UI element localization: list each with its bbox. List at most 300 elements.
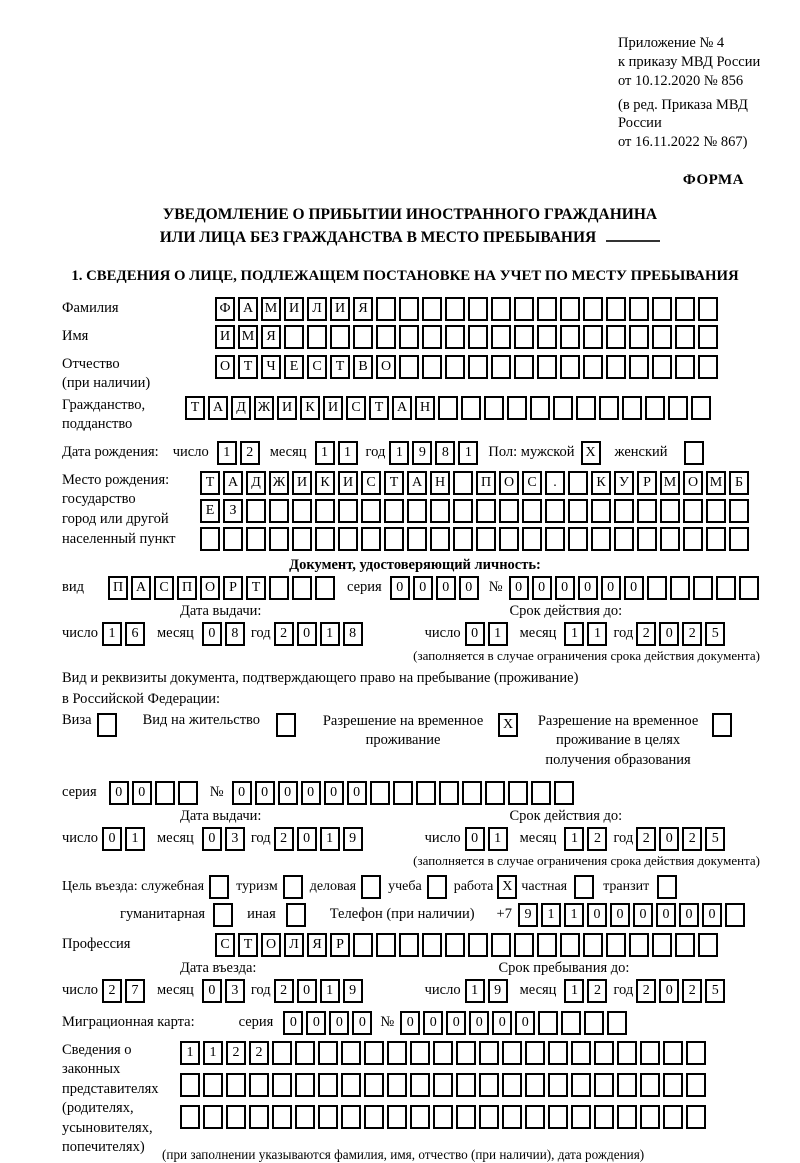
form-cell[interactable]: П	[476, 471, 496, 495]
form-cell[interactable]	[686, 1073, 706, 1097]
form-cell[interactable]	[453, 471, 473, 495]
form-cell[interactable]	[686, 1041, 706, 1065]
form-cell[interactable]	[341, 1041, 361, 1065]
form-cell[interactable]	[652, 297, 672, 321]
form-cell[interactable]: И	[215, 325, 235, 349]
form-cell[interactable]	[502, 1073, 522, 1097]
form-cell[interactable]	[553, 396, 573, 420]
form-cell[interactable]	[531, 781, 551, 805]
form-cell[interactable]: Т	[238, 933, 258, 957]
form-cell[interactable]: 0	[297, 622, 317, 646]
form-cell[interactable]: 1	[488, 622, 508, 646]
form-cell[interactable]	[652, 325, 672, 349]
form-cell[interactable]: Е	[200, 499, 220, 523]
form-cell[interactable]	[476, 499, 496, 523]
form-cell[interactable]	[399, 325, 419, 349]
form-cell[interactable]	[522, 499, 542, 523]
form-cell[interactable]	[376, 297, 396, 321]
form-cell[interactable]: 8	[343, 622, 363, 646]
form-cell[interactable]: 2	[274, 827, 294, 851]
form-cell[interactable]: 0	[624, 576, 644, 600]
form-cell[interactable]	[548, 1041, 568, 1065]
form-cell[interactable]: Т	[369, 396, 389, 420]
form-cell[interactable]: 1	[338, 441, 358, 465]
form-cell[interactable]	[433, 1073, 453, 1097]
form-cell[interactable]: 9	[343, 827, 363, 851]
form-cell[interactable]: 2	[274, 622, 294, 646]
form-cell[interactable]: 1	[564, 622, 584, 646]
form-cell[interactable]: О	[200, 576, 220, 600]
form-cell[interactable]	[568, 527, 588, 551]
form-cell[interactable]	[594, 1105, 614, 1129]
form-cell[interactable]: В	[353, 355, 373, 379]
form-cell[interactable]: А	[238, 297, 258, 321]
form-cell[interactable]	[571, 1073, 591, 1097]
form-cell[interactable]	[663, 1041, 683, 1065]
form-cell[interactable]: 0	[390, 576, 410, 600]
form-cell[interactable]: 1	[564, 827, 584, 851]
form-cell[interactable]: 2	[240, 441, 260, 465]
form-cell[interactable]	[361, 499, 381, 523]
form-cell[interactable]: 0	[400, 1011, 420, 1035]
form-cell[interactable]: 0	[202, 827, 222, 851]
form-cell[interactable]	[683, 499, 703, 523]
form-cell[interactable]	[387, 1105, 407, 1129]
form-cell[interactable]	[384, 499, 404, 523]
purpose-private-checkbox[interactable]	[574, 875, 594, 899]
form-cell[interactable]	[295, 1105, 315, 1129]
form-cell[interactable]: 0	[465, 827, 485, 851]
purpose-other-checkbox[interactable]	[286, 903, 306, 927]
form-cell[interactable]	[606, 325, 626, 349]
form-cell[interactable]	[508, 781, 528, 805]
form-cell[interactable]: О	[499, 471, 519, 495]
form-cell[interactable]	[591, 527, 611, 551]
form-cell[interactable]	[617, 1105, 637, 1129]
form-cell[interactable]: 5	[705, 827, 725, 851]
form-cell[interactable]	[514, 325, 534, 349]
form-cell[interactable]	[538, 1011, 558, 1035]
form-cell[interactable]	[729, 527, 749, 551]
form-cell[interactable]: 2	[587, 979, 607, 1003]
form-cell[interactable]	[315, 576, 335, 600]
form-cell[interactable]: 0	[132, 781, 152, 805]
form-cell[interactable]	[640, 1105, 660, 1129]
form-cell[interactable]: К	[315, 471, 335, 495]
form-cell[interactable]	[479, 1041, 499, 1065]
form-cell[interactable]: 0	[347, 781, 367, 805]
form-cell[interactable]: 0	[656, 903, 676, 927]
form-cell[interactable]	[729, 499, 749, 523]
form-cell[interactable]: С	[307, 355, 327, 379]
form-cell[interactable]: 2	[682, 827, 702, 851]
form-cell[interactable]	[668, 396, 688, 420]
form-cell[interactable]	[422, 325, 442, 349]
form-cell[interactable]: Ч	[261, 355, 281, 379]
sex-female-checkbox[interactable]	[684, 441, 704, 465]
form-cell[interactable]: Е	[284, 355, 304, 379]
form-cell[interactable]: 2	[682, 979, 702, 1003]
form-cell[interactable]	[407, 499, 427, 523]
form-cell[interactable]	[479, 1073, 499, 1097]
form-cell[interactable]	[200, 527, 220, 551]
form-cell[interactable]	[560, 355, 580, 379]
form-cell[interactable]: 1	[320, 827, 340, 851]
form-cell[interactable]	[548, 1073, 568, 1097]
form-cell[interactable]: С	[346, 396, 366, 420]
form-cell[interactable]	[393, 781, 413, 805]
form-cell[interactable]: 0	[633, 903, 653, 927]
form-cell[interactable]	[583, 355, 603, 379]
form-cell[interactable]	[629, 933, 649, 957]
form-cell[interactable]: 0	[659, 622, 679, 646]
form-cell[interactable]	[318, 1041, 338, 1065]
form-cell[interactable]: 1	[465, 979, 485, 1003]
form-cell[interactable]	[583, 297, 603, 321]
purpose-humanitarian-checkbox[interactable]	[213, 903, 233, 927]
form-cell[interactable]: 0	[659, 979, 679, 1003]
form-cell[interactable]: О	[376, 355, 396, 379]
form-cell[interactable]	[468, 933, 488, 957]
form-cell[interactable]	[272, 1105, 292, 1129]
form-cell[interactable]: Н	[415, 396, 435, 420]
form-cell[interactable]	[491, 933, 511, 957]
form-cell[interactable]: Ж	[269, 471, 289, 495]
form-cell[interactable]: 1	[217, 441, 237, 465]
form-cell[interactable]	[387, 1073, 407, 1097]
form-cell[interactable]: 1	[102, 622, 122, 646]
form-cell[interactable]	[554, 781, 574, 805]
form-cell[interactable]	[645, 396, 665, 420]
form-cell[interactable]: 2	[682, 622, 702, 646]
form-cell[interactable]: 9	[343, 979, 363, 1003]
form-cell[interactable]: И	[284, 297, 304, 321]
form-cell[interactable]: 0	[446, 1011, 466, 1035]
form-cell[interactable]: 0	[436, 576, 456, 600]
form-cell[interactable]	[370, 781, 390, 805]
form-cell[interactable]	[530, 396, 550, 420]
form-cell[interactable]	[491, 297, 511, 321]
form-cell[interactable]: К	[300, 396, 320, 420]
form-cell[interactable]	[606, 355, 626, 379]
form-cell[interactable]: 2	[274, 979, 294, 1003]
form-cell[interactable]	[686, 1105, 706, 1129]
form-cell[interactable]	[384, 527, 404, 551]
form-cell[interactable]	[292, 499, 312, 523]
form-cell[interactable]	[318, 1073, 338, 1097]
form-cell[interactable]: О	[261, 933, 281, 957]
form-cell[interactable]	[716, 576, 736, 600]
form-cell[interactable]: 0	[578, 576, 598, 600]
form-cell[interactable]: 1	[125, 827, 145, 851]
form-cell[interactable]	[607, 1011, 627, 1035]
form-cell[interactable]	[725, 903, 745, 927]
form-cell[interactable]: 9	[518, 903, 538, 927]
form-cell[interactable]: 3	[225, 827, 245, 851]
form-cell[interactable]: 1	[488, 827, 508, 851]
form-cell[interactable]: 1	[315, 441, 335, 465]
form-cell[interactable]: 1	[389, 441, 409, 465]
purpose-business-checkbox[interactable]	[361, 875, 381, 899]
form-cell[interactable]: Д	[246, 471, 266, 495]
form-cell[interactable]: П	[108, 576, 128, 600]
form-cell[interactable]: 0	[465, 622, 485, 646]
form-cell[interactable]: Т	[185, 396, 205, 420]
form-cell[interactable]	[652, 933, 672, 957]
form-cell[interactable]	[576, 396, 596, 420]
form-cell[interactable]	[698, 325, 718, 349]
form-cell[interactable]	[476, 527, 496, 551]
form-cell[interactable]	[571, 1105, 591, 1129]
form-cell[interactable]: Л	[307, 297, 327, 321]
form-cell[interactable]: Т	[330, 355, 350, 379]
form-cell[interactable]	[675, 933, 695, 957]
purpose-tourism-checkbox[interactable]	[283, 875, 303, 899]
form-cell[interactable]	[693, 576, 713, 600]
form-cell[interactable]	[571, 1041, 591, 1065]
form-cell[interactable]: М	[660, 471, 680, 495]
form-cell[interactable]	[675, 297, 695, 321]
form-cell[interactable]	[647, 576, 667, 600]
form-cell[interactable]	[537, 933, 557, 957]
form-cell[interactable]	[468, 297, 488, 321]
form-cell[interactable]	[591, 499, 611, 523]
form-cell[interactable]: 0	[459, 576, 479, 600]
temp-permit-checkbox[interactable]: X	[498, 713, 518, 737]
form-cell[interactable]	[499, 527, 519, 551]
form-cell[interactable]: 0	[532, 576, 552, 600]
form-cell[interactable]	[560, 297, 580, 321]
form-cell[interactable]: 0	[515, 1011, 535, 1035]
form-cell[interactable]	[461, 396, 481, 420]
form-cell[interactable]	[203, 1073, 223, 1097]
form-cell[interactable]	[525, 1073, 545, 1097]
form-cell[interactable]	[640, 1041, 660, 1065]
form-cell[interactable]: И	[338, 471, 358, 495]
form-cell[interactable]: А	[208, 396, 228, 420]
form-cell[interactable]	[246, 527, 266, 551]
form-cell[interactable]	[629, 297, 649, 321]
form-cell[interactable]	[387, 1041, 407, 1065]
form-cell[interactable]	[376, 325, 396, 349]
form-cell[interactable]	[430, 527, 450, 551]
form-cell[interactable]: 6	[125, 622, 145, 646]
form-cell[interactable]: 0	[278, 781, 298, 805]
form-cell[interactable]	[438, 396, 458, 420]
form-cell[interactable]	[180, 1073, 200, 1097]
form-cell[interactable]	[341, 1073, 361, 1097]
form-cell[interactable]: Я	[353, 297, 373, 321]
form-cell[interactable]: 1	[458, 441, 478, 465]
form-cell[interactable]	[269, 527, 289, 551]
form-cell[interactable]: З	[223, 499, 243, 523]
form-cell[interactable]: И	[330, 297, 350, 321]
form-cell[interactable]: И	[323, 396, 343, 420]
form-cell[interactable]: 0	[202, 979, 222, 1003]
form-cell[interactable]	[410, 1073, 430, 1097]
form-cell[interactable]	[614, 527, 634, 551]
form-cell[interactable]	[640, 1073, 660, 1097]
purpose-study-checkbox[interactable]	[427, 875, 447, 899]
form-cell[interactable]	[670, 576, 690, 600]
form-cell[interactable]	[269, 576, 289, 600]
form-cell[interactable]: 8	[435, 441, 455, 465]
form-cell[interactable]	[445, 355, 465, 379]
form-cell[interactable]	[364, 1073, 384, 1097]
form-cell[interactable]	[272, 1073, 292, 1097]
form-cell[interactable]	[410, 1041, 430, 1065]
form-cell[interactable]: 1	[564, 903, 584, 927]
form-cell[interactable]: 7	[125, 979, 145, 1003]
form-cell[interactable]: 0	[352, 1011, 372, 1035]
form-cell[interactable]	[537, 297, 557, 321]
form-cell[interactable]: 0	[509, 576, 529, 600]
form-cell[interactable]: 0	[601, 576, 621, 600]
form-cell[interactable]: 0	[610, 903, 630, 927]
form-cell[interactable]	[545, 527, 565, 551]
form-cell[interactable]: Л	[284, 933, 304, 957]
form-cell[interactable]	[491, 355, 511, 379]
form-cell[interactable]: Я	[307, 933, 327, 957]
form-cell[interactable]: Н	[430, 471, 450, 495]
form-cell[interactable]: И	[292, 471, 312, 495]
form-cell[interactable]: 0	[492, 1011, 512, 1035]
form-cell[interactable]: С	[361, 471, 381, 495]
form-cell[interactable]: 2	[249, 1041, 269, 1065]
form-cell[interactable]	[479, 1105, 499, 1129]
form-cell[interactable]	[507, 396, 527, 420]
form-cell[interactable]	[739, 576, 759, 600]
form-cell[interactable]: А	[131, 576, 151, 600]
form-cell[interactable]	[318, 1105, 338, 1129]
form-cell[interactable]: А	[407, 471, 427, 495]
form-cell[interactable]: 1	[564, 979, 584, 1003]
form-cell[interactable]	[499, 499, 519, 523]
form-cell[interactable]	[485, 781, 505, 805]
purpose-official-checkbox[interactable]	[209, 875, 229, 899]
form-cell[interactable]: 0	[102, 827, 122, 851]
form-cell[interactable]: У	[614, 471, 634, 495]
form-cell[interactable]	[583, 933, 603, 957]
form-cell[interactable]: 0	[587, 903, 607, 927]
form-cell[interactable]	[453, 527, 473, 551]
form-cell[interactable]	[399, 355, 419, 379]
form-cell[interactable]	[514, 933, 534, 957]
purpose-transit-checkbox[interactable]	[657, 875, 677, 899]
form-cell[interactable]: 1	[180, 1041, 200, 1065]
form-cell[interactable]	[338, 499, 358, 523]
form-cell[interactable]	[246, 499, 266, 523]
form-cell[interactable]	[361, 527, 381, 551]
form-cell[interactable]	[698, 933, 718, 957]
form-cell[interactable]: 1	[541, 903, 561, 927]
form-cell[interactable]: 0	[306, 1011, 326, 1035]
form-cell[interactable]	[537, 325, 557, 349]
form-cell[interactable]	[416, 781, 436, 805]
form-cell[interactable]	[407, 527, 427, 551]
form-cell[interactable]	[422, 297, 442, 321]
form-cell[interactable]	[315, 499, 335, 523]
form-cell[interactable]	[525, 1105, 545, 1129]
form-cell[interactable]: 0	[659, 827, 679, 851]
form-cell[interactable]	[433, 1105, 453, 1129]
form-cell[interactable]: 0	[301, 781, 321, 805]
form-cell[interactable]: О	[215, 355, 235, 379]
form-cell[interactable]: 8	[225, 622, 245, 646]
form-cell[interactable]: 2	[102, 979, 122, 1003]
form-cell[interactable]	[637, 527, 657, 551]
form-cell[interactable]	[203, 1105, 223, 1129]
form-cell[interactable]	[249, 1073, 269, 1097]
form-cell[interactable]: 0	[297, 979, 317, 1003]
form-cell[interactable]: 0	[413, 576, 433, 600]
residence-permit-checkbox[interactable]	[276, 713, 296, 737]
form-cell[interactable]	[468, 325, 488, 349]
form-cell[interactable]: 3	[225, 979, 245, 1003]
form-cell[interactable]	[430, 499, 450, 523]
form-cell[interactable]	[399, 933, 419, 957]
form-cell[interactable]	[155, 781, 175, 805]
form-cell[interactable]: О	[683, 471, 703, 495]
form-cell[interactable]: А	[223, 471, 243, 495]
form-cell[interactable]: 2	[636, 622, 656, 646]
form-cell[interactable]: 0	[109, 781, 129, 805]
form-cell[interactable]	[698, 355, 718, 379]
form-cell[interactable]	[410, 1105, 430, 1129]
form-cell[interactable]	[584, 1011, 604, 1035]
form-cell[interactable]: 0	[329, 1011, 349, 1035]
form-cell[interactable]: 2	[636, 827, 656, 851]
form-cell[interactable]	[292, 527, 312, 551]
form-cell[interactable]	[614, 499, 634, 523]
form-cell[interactable]	[292, 576, 312, 600]
form-cell[interactable]	[629, 325, 649, 349]
form-cell[interactable]	[568, 471, 588, 495]
form-cell[interactable]	[560, 325, 580, 349]
form-cell[interactable]	[698, 297, 718, 321]
form-cell[interactable]	[606, 297, 626, 321]
form-cell[interactable]	[399, 297, 419, 321]
form-cell[interactable]	[629, 355, 649, 379]
form-cell[interactable]	[445, 325, 465, 349]
form-cell[interactable]	[456, 1073, 476, 1097]
form-cell[interactable]: 0	[702, 903, 722, 927]
form-cell[interactable]	[706, 499, 726, 523]
form-cell[interactable]: Т	[238, 355, 258, 379]
form-cell[interactable]	[622, 396, 642, 420]
form-cell[interactable]	[683, 527, 703, 551]
form-cell[interactable]: 0	[283, 1011, 303, 1035]
form-cell[interactable]: 0	[202, 622, 222, 646]
form-cell[interactable]: 9	[412, 441, 432, 465]
form-cell[interactable]	[502, 1041, 522, 1065]
form-cell[interactable]	[330, 325, 350, 349]
form-cell[interactable]: 0	[232, 781, 252, 805]
form-cell[interactable]	[353, 933, 373, 957]
form-cell[interactable]: 1	[320, 979, 340, 1003]
form-cell[interactable]: К	[591, 471, 611, 495]
form-cell[interactable]	[561, 1011, 581, 1035]
form-cell[interactable]: 5	[705, 979, 725, 1003]
form-cell[interactable]	[617, 1073, 637, 1097]
form-cell[interactable]	[226, 1073, 246, 1097]
form-cell[interactable]	[663, 1073, 683, 1097]
form-cell[interactable]	[284, 325, 304, 349]
form-cell[interactable]: 1	[587, 622, 607, 646]
form-cell[interactable]: С	[522, 471, 542, 495]
form-cell[interactable]: М	[238, 325, 258, 349]
form-cell[interactable]	[548, 1105, 568, 1129]
